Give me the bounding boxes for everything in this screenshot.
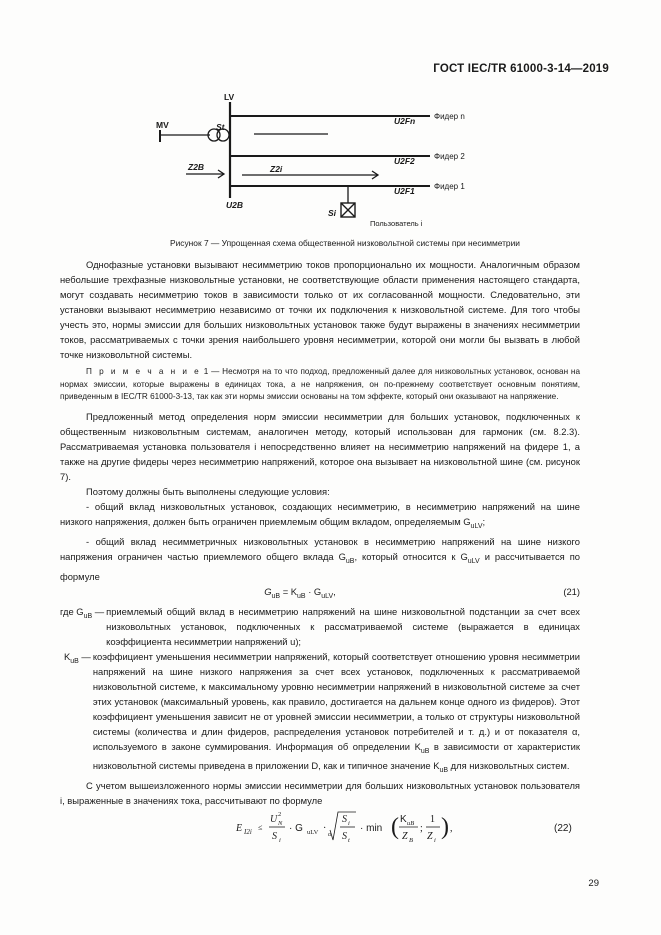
equation-22-svg xyxy=(60,806,580,852)
svg-text:uLV: uLV xyxy=(307,829,319,836)
label-si: Si xyxy=(328,208,337,218)
svg-text:1: 1 xyxy=(430,814,435,825)
paragraph-6: С учетом вышеизложенного нормы эмиссии несимметрии для больших низковольтных установок пользователя i, выраженные в значениях тока, рассчитывают по формуле xyxy=(60,780,580,807)
svg-text:·: · xyxy=(323,823,327,834)
svg-text:i: i xyxy=(348,820,350,827)
definition-guB: где $G_{uB}$ — приемлемый общий вклад в несимметрию напряжений на шине низковольтной подстанции за счет всех низковольтных установок, подключенных к рассматриваемой системе (выражается в единицах коэффициента несимметрии напряжений u); xyxy=(60,605,580,647)
svg-text:≤: ≤ xyxy=(258,823,263,832)
equation-21-number: (21) xyxy=(563,585,580,597)
svg-text:2: 2 xyxy=(278,811,282,818)
label-u2b: U2B xyxy=(226,200,244,210)
svg-text:· G: · G xyxy=(289,823,303,834)
svg-text:I2i: I2i xyxy=(244,828,252,836)
label-st: St xyxy=(216,122,225,132)
note-label: П р и м е ч а н и е xyxy=(86,367,201,376)
paragraph-4: - общий вклад низковольтных установок, создающих несимметрию, в несимметрию напряжений на шине низкого напряжения, должен быть ограничен приемлемым общим вкладом, определяемым $G_{uLV}$; xyxy=(60,500,580,530)
svg-text:): ) xyxy=(441,814,449,840)
svg-text:S: S xyxy=(272,831,277,842)
equation-22 xyxy=(60,806,580,852)
svg-text:,: , xyxy=(450,823,453,834)
svg-text:Z: Z xyxy=(427,831,433,842)
label-z2i: Z2i xyxy=(270,164,283,174)
note-1 xyxy=(60,366,580,404)
svg-text:Z: Z xyxy=(402,831,408,842)
label-z2b: Z2B xyxy=(188,162,205,172)
svg-text:uB: uB xyxy=(407,820,415,827)
svg-text:i: i xyxy=(279,837,281,844)
figure-caption: Рисунок 7 — Упрощенная схема общественной низковольтной системы при несимметрии xyxy=(170,238,520,248)
svg-text:;: ; xyxy=(420,823,423,834)
label-feeder-n: Фидер n xyxy=(434,112,465,121)
svg-text:i: i xyxy=(434,837,436,844)
document-header: ГОСТ IEC/TR 61000-3-14—2019 xyxy=(433,63,609,75)
label-u2f1: U2F1 xyxy=(394,186,415,196)
paragraph-3: Поэтому должны быть выполнены следующие условия: xyxy=(86,485,330,497)
label-u2f2: U2F2 xyxy=(394,156,415,166)
label-feeder-1: Фидер 1 xyxy=(434,182,465,191)
paragraph-5: - общий вклад несимметричных низковольтных установок в несимметрию напряжений на шине низкого напряжения ограничен частью приемлемого общего вклада $G_{uB}$, который относится к $G_{uLV}$ и рассчитывается по формуле xyxy=(60,535,580,582)
svg-text:U: U xyxy=(270,814,278,825)
definition-kuB: $K_{uB}$ — коэффициент уменьшения несимметрии напряжений, который соответствует отношению уровня несимметрии напряжений на шине низкого напряжения за счет всех установок, подключенных к рассматриваемой низковольтной системе, к максимальному уровню несимметрии напряжений в низковольтной системе за счет этих установок (максимальный уровень, как правило, достигается на дальнем конце одного из фидеров). Этот коэффициент уменьшения зависит не от уровней эмиссии несимметрии, а только от структуры низковольтной системы (количества и длин фидеров, распределения установок потребителей и т. д.) и от показателя α, используемого в законе суммирования. Информация об определении $K_{uB}$ в зависимости от характеристик низковольтной системы приведена в приложении D, как и типичное значение $K_{uB}$ для низковольтных систем. xyxy=(64,650,580,775)
svg-text:t: t xyxy=(348,837,350,844)
svg-text:S: S xyxy=(342,831,347,842)
svg-text:· min: · min xyxy=(360,823,383,834)
label-user-i: Пользователь i xyxy=(370,219,423,228)
equation-21: $G_{uB} = K_{uB} \cdot G_{uLV}$, (21) xyxy=(264,585,580,600)
main-text xyxy=(60,257,580,808)
svg-text:K: K xyxy=(400,814,407,825)
lv-system-diagram xyxy=(150,90,490,240)
svg-text:α: α xyxy=(328,832,332,838)
paragraph-1: Однофазные установки вызывают несимметрию токов пропорционально их мощности. Аналогичным образом небольшие трехфазные низковольтные установки, не соответствующие области применения настоящего стандарта, могут создавать несимметрию токов в зависимости только от их согласованной мощности. Следовательно, эти установки вызывают несимметрию независимо от точки их подключения к низковольтной системе. Для того чтобы учесть это, нормы эмиссии для больших низковольтных установок также будут выражены в значениях несимметрии токов, рассматриваемых с точки зрения наибольшего уровня несимметрии, которой они могли бы вызвать в любой точке низковольтной системы. xyxy=(60,259,580,360)
label-lv: LV xyxy=(224,92,235,102)
page-number: 29 xyxy=(588,878,599,889)
label-feeder-2: Фидер 2 xyxy=(434,152,465,161)
svg-text:(22): (22) xyxy=(554,823,572,834)
svg-text:N: N xyxy=(278,820,283,827)
svg-text:E: E xyxy=(236,823,243,834)
svg-text:S: S xyxy=(342,814,347,825)
label-mv: MV xyxy=(156,120,169,130)
svg-text:(: ( xyxy=(391,814,399,840)
label-u2fn: U2Fn xyxy=(394,116,416,126)
svg-text:B: B xyxy=(409,837,413,844)
paragraph-2: Предложенный метод определения норм эмиссии несимметрии для больших установок, подключенных к общественным низковольтным системам, аналогичен методу, который использован для гармоник (см. 8.2.3). Рассматриваемая установка пользователя i непосредственно влияет на несимметрию напряжений на фидере 1, а также на другие фидеры через несимметрию напряжений, которое она вызывает на низковольтной шине (см. рисунок 7). xyxy=(60,410,580,482)
note-text: 1 — Несмотря на то что подход, предложенный далее для низковольтных установок, основан на нормах эмиссии, которые выражены в единицах тока, а не напряжения, он по-прежнему соответствует основным понятиям, приведенным в IEC/TR 61000-3-13, так как эти нормы эмиссии основаны на том эффекте, который они оказывают на напряжение. xyxy=(60,367,581,402)
